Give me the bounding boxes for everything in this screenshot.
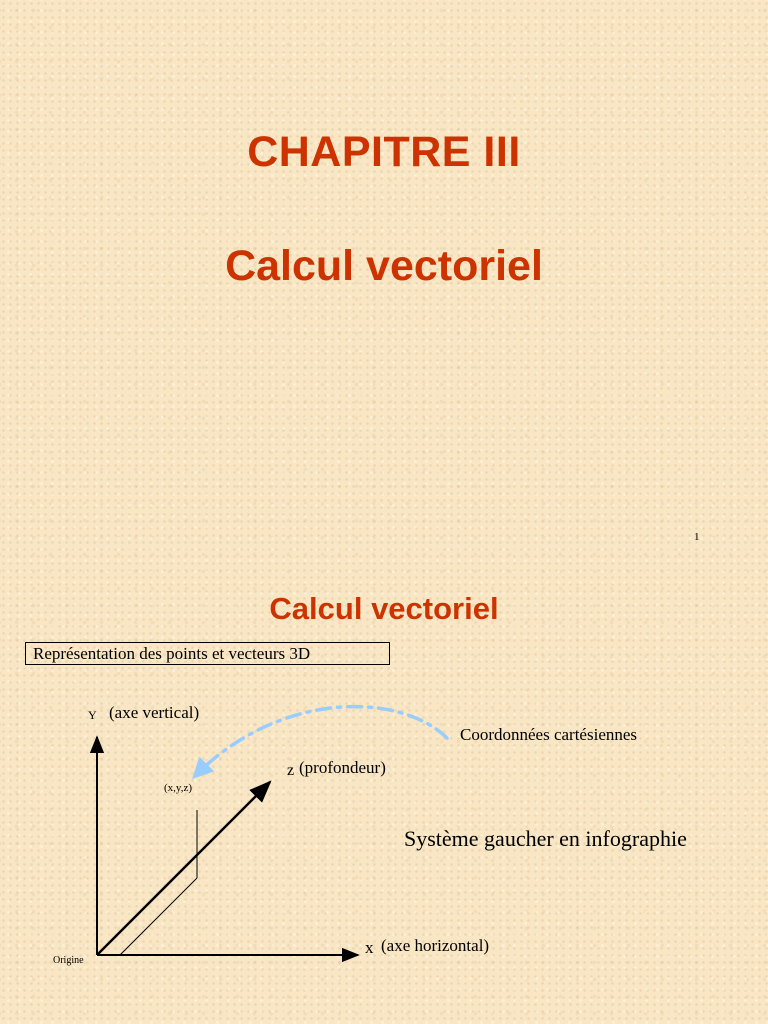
projection-line-diagonal — [120, 878, 197, 955]
callout-label: Coordonnées cartésiennes — [460, 725, 638, 744]
system-note: Système gaucher en infographie — [404, 826, 687, 851]
content-slide — [0, 512, 768, 1024]
z-axis-description: (profondeur) — [299, 758, 386, 777]
x-axis-description: (axe horizontal) — [381, 936, 490, 955]
x-axis-letter: x — [365, 938, 374, 957]
page-number: 1 — [694, 531, 700, 543]
z-axis-line — [97, 782, 270, 955]
y-axis-letter: Y — [88, 708, 97, 722]
slide-title: Calcul vectoriel — [269, 591, 499, 626]
chapter-title: CHAPITRE III — [247, 128, 521, 176]
z-axis-letter: z — [287, 762, 295, 779]
y-axis-description: (axe vertical) — [109, 703, 200, 722]
origin-label: Origine — [53, 955, 84, 966]
chapter-subtitle: Calcul vectoriel — [225, 242, 543, 290]
section-box-label: Représentation des points et vecteurs 3D — [25, 642, 390, 665]
point-label: (x,y,z) — [164, 782, 192, 794]
